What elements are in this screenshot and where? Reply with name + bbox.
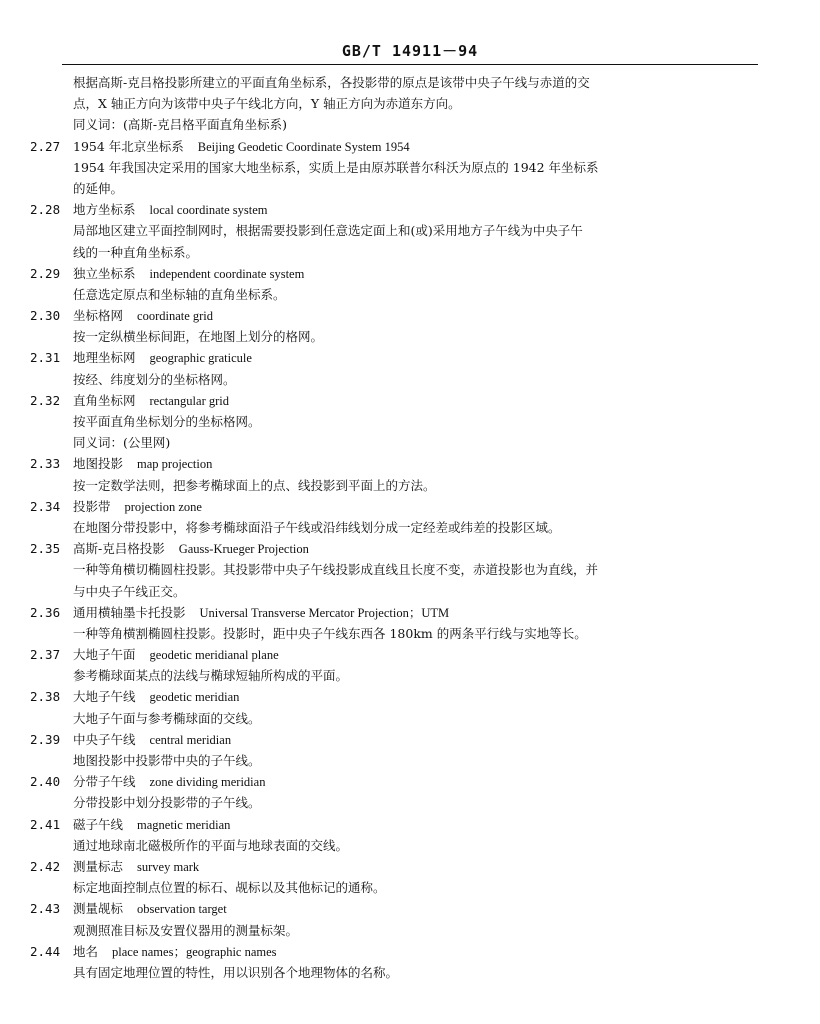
term-chinese: 测量标志 xyxy=(73,858,124,874)
document-body xyxy=(0,72,820,983)
term-number: 2.36 xyxy=(30,604,61,620)
term-entry-heading xyxy=(0,538,820,559)
term-definition-line: 与中央子午线正交。 xyxy=(73,583,186,599)
term-chinese: 地方坐标系 xyxy=(73,202,136,218)
term-definition-line: 同义词：(公里网) xyxy=(73,435,171,451)
term-english: place names；geographic names xyxy=(112,944,277,959)
term-english: observation target xyxy=(137,902,227,917)
term-definition-line: 1954 年我国决定采用的国家大地坐标系，实质上是由原苏联普尔科沃为原点的 1942 年坐标系 xyxy=(73,159,599,175)
term-english: geodetic meridian xyxy=(149,690,240,705)
term-entry-heading xyxy=(0,263,820,284)
term-definition-line: 分带投影中划分投影带的子午线。 xyxy=(73,795,261,811)
term-chinese: 大地子午面 xyxy=(73,647,136,663)
term-definition-line: 局部地区建立平面控制网时，根据需要投影到任意选定面上和(或)采用地方子午线为中央子午 xyxy=(73,223,583,239)
term-number: 2.29 xyxy=(30,265,61,281)
term-entry-heading xyxy=(0,136,820,157)
term-english: Beijing Geodetic Coordinate System 1954 xyxy=(197,139,410,154)
term-chinese: 坐标格网 xyxy=(73,308,124,324)
intro-line: 根据高斯-克吕格投影所建立的平面直角坐标系，各投影带的原点是该带中央子午线与赤道的交 xyxy=(73,75,590,90)
term-chinese: 地图投影 xyxy=(73,456,124,472)
term-english: coordinate grid xyxy=(137,309,214,324)
term-number: 2.41 xyxy=(30,816,61,832)
term-entry-heading xyxy=(0,686,820,707)
term-definition-line: 大地子午面与参考椭球面的交线。 xyxy=(73,710,261,726)
term-number: 2.42 xyxy=(30,858,61,874)
term-chinese: 中央子午线 xyxy=(73,731,136,747)
term-chinese: 磁子午线 xyxy=(73,816,124,832)
term-entry-heading xyxy=(0,941,820,962)
term-number: 2.35 xyxy=(30,541,61,557)
term-english: geographic graticule xyxy=(149,351,252,366)
term-chinese: 地名 xyxy=(73,943,99,959)
term-entry-heading xyxy=(0,898,820,919)
term-definition-line: 按一定数学法则，把参考椭球面上的点、线投影到平面上的方法。 xyxy=(73,477,436,493)
term-definition-line: 按平面直角坐标划分的坐标格网。 xyxy=(73,414,261,429)
term-definition-line: 地图投影中投影带中央的子午线。 xyxy=(73,753,261,768)
term-definition-line: 任意选定原点和坐标轴的直角坐标系。 xyxy=(73,286,286,302)
term-entry-heading xyxy=(0,856,820,877)
term-number: 2.44 xyxy=(30,943,61,959)
term-english: projection zone xyxy=(124,499,202,514)
term-number: 2.39 xyxy=(30,731,61,747)
term-chinese: 地理坐标网 xyxy=(73,350,136,366)
term-definition-line: 通过地球南北磁极所作的平面与地球表面的交线。 xyxy=(73,837,349,853)
term-definition-line: 一种等角横切椭圆柱投影。其投影带中央子午线投影成直线且长度不变，赤道投影也为直线，并 xyxy=(73,562,599,578)
term-number: 2.28 xyxy=(30,202,61,218)
term-definition-line: 的延伸。 xyxy=(73,180,124,196)
term-english: rectangular grid xyxy=(149,393,229,408)
term-definition-line: 标定地面控制点位置的标石、觇标以及其他标记的通称。 xyxy=(73,880,386,896)
term-english: survey mark xyxy=(137,859,200,874)
term-english: geodetic meridianal plane xyxy=(149,648,279,663)
header-rule xyxy=(62,64,758,65)
term-number: 2.31 xyxy=(30,350,61,366)
term-chinese: 1954 年北京坐标系 xyxy=(73,138,184,154)
term-number: 2.37 xyxy=(30,647,61,663)
term-chinese: 测量觇标 xyxy=(73,901,124,917)
term-chinese: 独立坐标系 xyxy=(73,265,136,281)
term-entry-heading xyxy=(0,602,820,623)
term-definition-line: 线的一种直角坐标系。 xyxy=(73,244,199,260)
term-english: magnetic meridian xyxy=(137,817,231,832)
term-number: 2.30 xyxy=(30,308,61,324)
term-number: 2.27 xyxy=(30,138,61,154)
term-number: 2.32 xyxy=(30,392,61,408)
term-english: independent coordinate system xyxy=(149,266,305,281)
term-definition-line: 在地图分带投影中，将参考椭球面沿子午线或沿纬线划分成一定经差或纬差的投影区域。 xyxy=(73,519,561,535)
term-entry-heading xyxy=(0,390,820,411)
term-entry-heading xyxy=(0,199,820,220)
term-entry-heading xyxy=(0,729,820,750)
term-definition-line: 观测照准目标及安置仪器用的测量标架。 xyxy=(73,922,299,938)
term-entry-heading xyxy=(0,644,820,665)
term-entry-heading xyxy=(0,305,820,326)
term-definition-line: 参考椭球面某点的法线与椭球短轴所构成的平面。 xyxy=(73,668,349,684)
term-entry-heading xyxy=(0,347,820,368)
term-chinese: 直角坐标网 xyxy=(73,392,136,408)
term-chinese: 投影带 xyxy=(73,498,111,514)
term-definition-line: 具有固定地理位置的特性，用以识别各个地理物体的名称。 xyxy=(73,964,399,980)
term-chinese: 高斯-克吕格投影 xyxy=(73,541,165,557)
term-chinese: 分带子午线 xyxy=(73,774,136,790)
term-english: local coordinate system xyxy=(149,203,268,218)
term-definition-line: 按一定纵横坐标间距，在地图上划分的格网。 xyxy=(73,329,324,345)
term-number: 2.34 xyxy=(30,498,61,514)
intro-line: 同义词：(高斯-克吕格平面直角坐标系) xyxy=(73,117,287,133)
term-definition-line: 一种等角横割椭圆柱投影。投影时，距中央子午线东西各 180km 的两条平行线与实地等长。 xyxy=(73,625,587,641)
term-english: zone dividing meridian xyxy=(149,775,266,790)
term-number: 2.43 xyxy=(30,901,61,917)
term-entry-heading xyxy=(0,771,820,792)
term-chinese: 大地子午线 xyxy=(73,689,136,705)
page-header-standard-number: GB/T 14911－94 xyxy=(341,42,479,60)
intro-line: 点，X 轴正方向为该带中央子午线北方向，Y 轴正方向为赤道东方向。 xyxy=(73,96,461,112)
term-number: 2.38 xyxy=(30,689,61,705)
term-definition-line: 按经、纬度划分的坐标格网。 xyxy=(73,371,236,387)
term-number: 2.33 xyxy=(30,456,61,472)
term-number: 2.40 xyxy=(30,774,61,790)
term-entry-heading xyxy=(0,453,820,474)
term-entry-heading xyxy=(0,496,820,517)
term-entry-heading xyxy=(0,814,820,835)
term-chinese: 通用横轴墨卡托投影 xyxy=(73,604,186,620)
term-english: central meridian xyxy=(149,732,232,747)
term-english: map projection xyxy=(137,457,213,472)
term-english: Universal Transverse Mercator Projection；UTM xyxy=(199,605,450,620)
term-english: Gauss-Krueger Projection xyxy=(178,542,309,557)
